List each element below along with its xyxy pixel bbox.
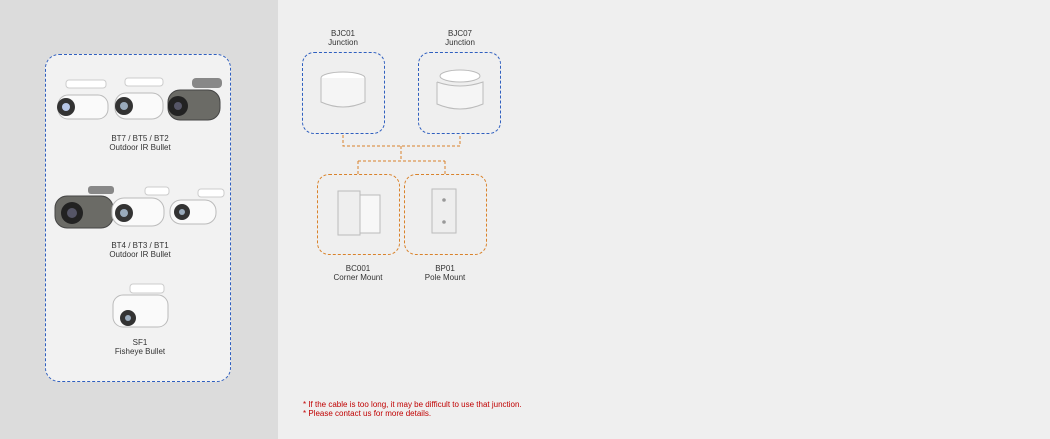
mount-code: BC001 [345, 264, 371, 273]
fisheye-camera-sf1 [113, 284, 168, 327]
bullet-camera-bt5 [115, 78, 163, 119]
junction-code: BJC01 [330, 29, 355, 38]
junction-box-bjc07 [418, 52, 501, 134]
camera-model: SF1 [132, 338, 148, 347]
camera-model: BT7 / BT5 / BT2 [111, 134, 169, 143]
mount-box-bp01 [404, 174, 487, 255]
bullet-camera-bt1 [170, 189, 224, 224]
camera-type: Outdoor IR Bullet [109, 143, 171, 152]
note-cable-length: * If the cable is too long, it may be difficult to use that junction. [303, 400, 522, 409]
junction-box-bjc01 [302, 52, 385, 134]
camera-model: BT4 / BT3 / BT1 [111, 241, 169, 250]
camera-caption-1 [95, 134, 185, 152]
junction-code: BJC07 [447, 29, 472, 38]
mount-label-bc001 [324, 264, 392, 282]
bullet-camera-bt2 [168, 78, 222, 120]
junction-name: Junction [445, 38, 475, 47]
camera-caption-2 [95, 241, 185, 259]
mount-name: Corner Mount [333, 273, 383, 282]
junction-name: Junction [328, 38, 358, 47]
bullet-camera-bt7 [57, 80, 108, 119]
mount-name: Pole Mount [424, 273, 466, 282]
connector-lines [343, 135, 460, 174]
junction-label-bjc01 [313, 29, 373, 47]
camera-type: Fisheye Bullet [114, 347, 166, 356]
mount-box-bc001 [317, 174, 400, 255]
camera-type: Outdoor IR Bullet [109, 250, 171, 259]
mount-code: BP01 [435, 264, 455, 273]
bullet-camera-bt4 [55, 186, 114, 228]
camera-caption-3 [95, 338, 185, 356]
junction-label-bjc07 [430, 29, 490, 47]
note-contact: * Please contact us for more details. [303, 409, 432, 418]
bullet-camera-bt3 [112, 187, 169, 226]
mount-label-bp01 [411, 264, 479, 282]
